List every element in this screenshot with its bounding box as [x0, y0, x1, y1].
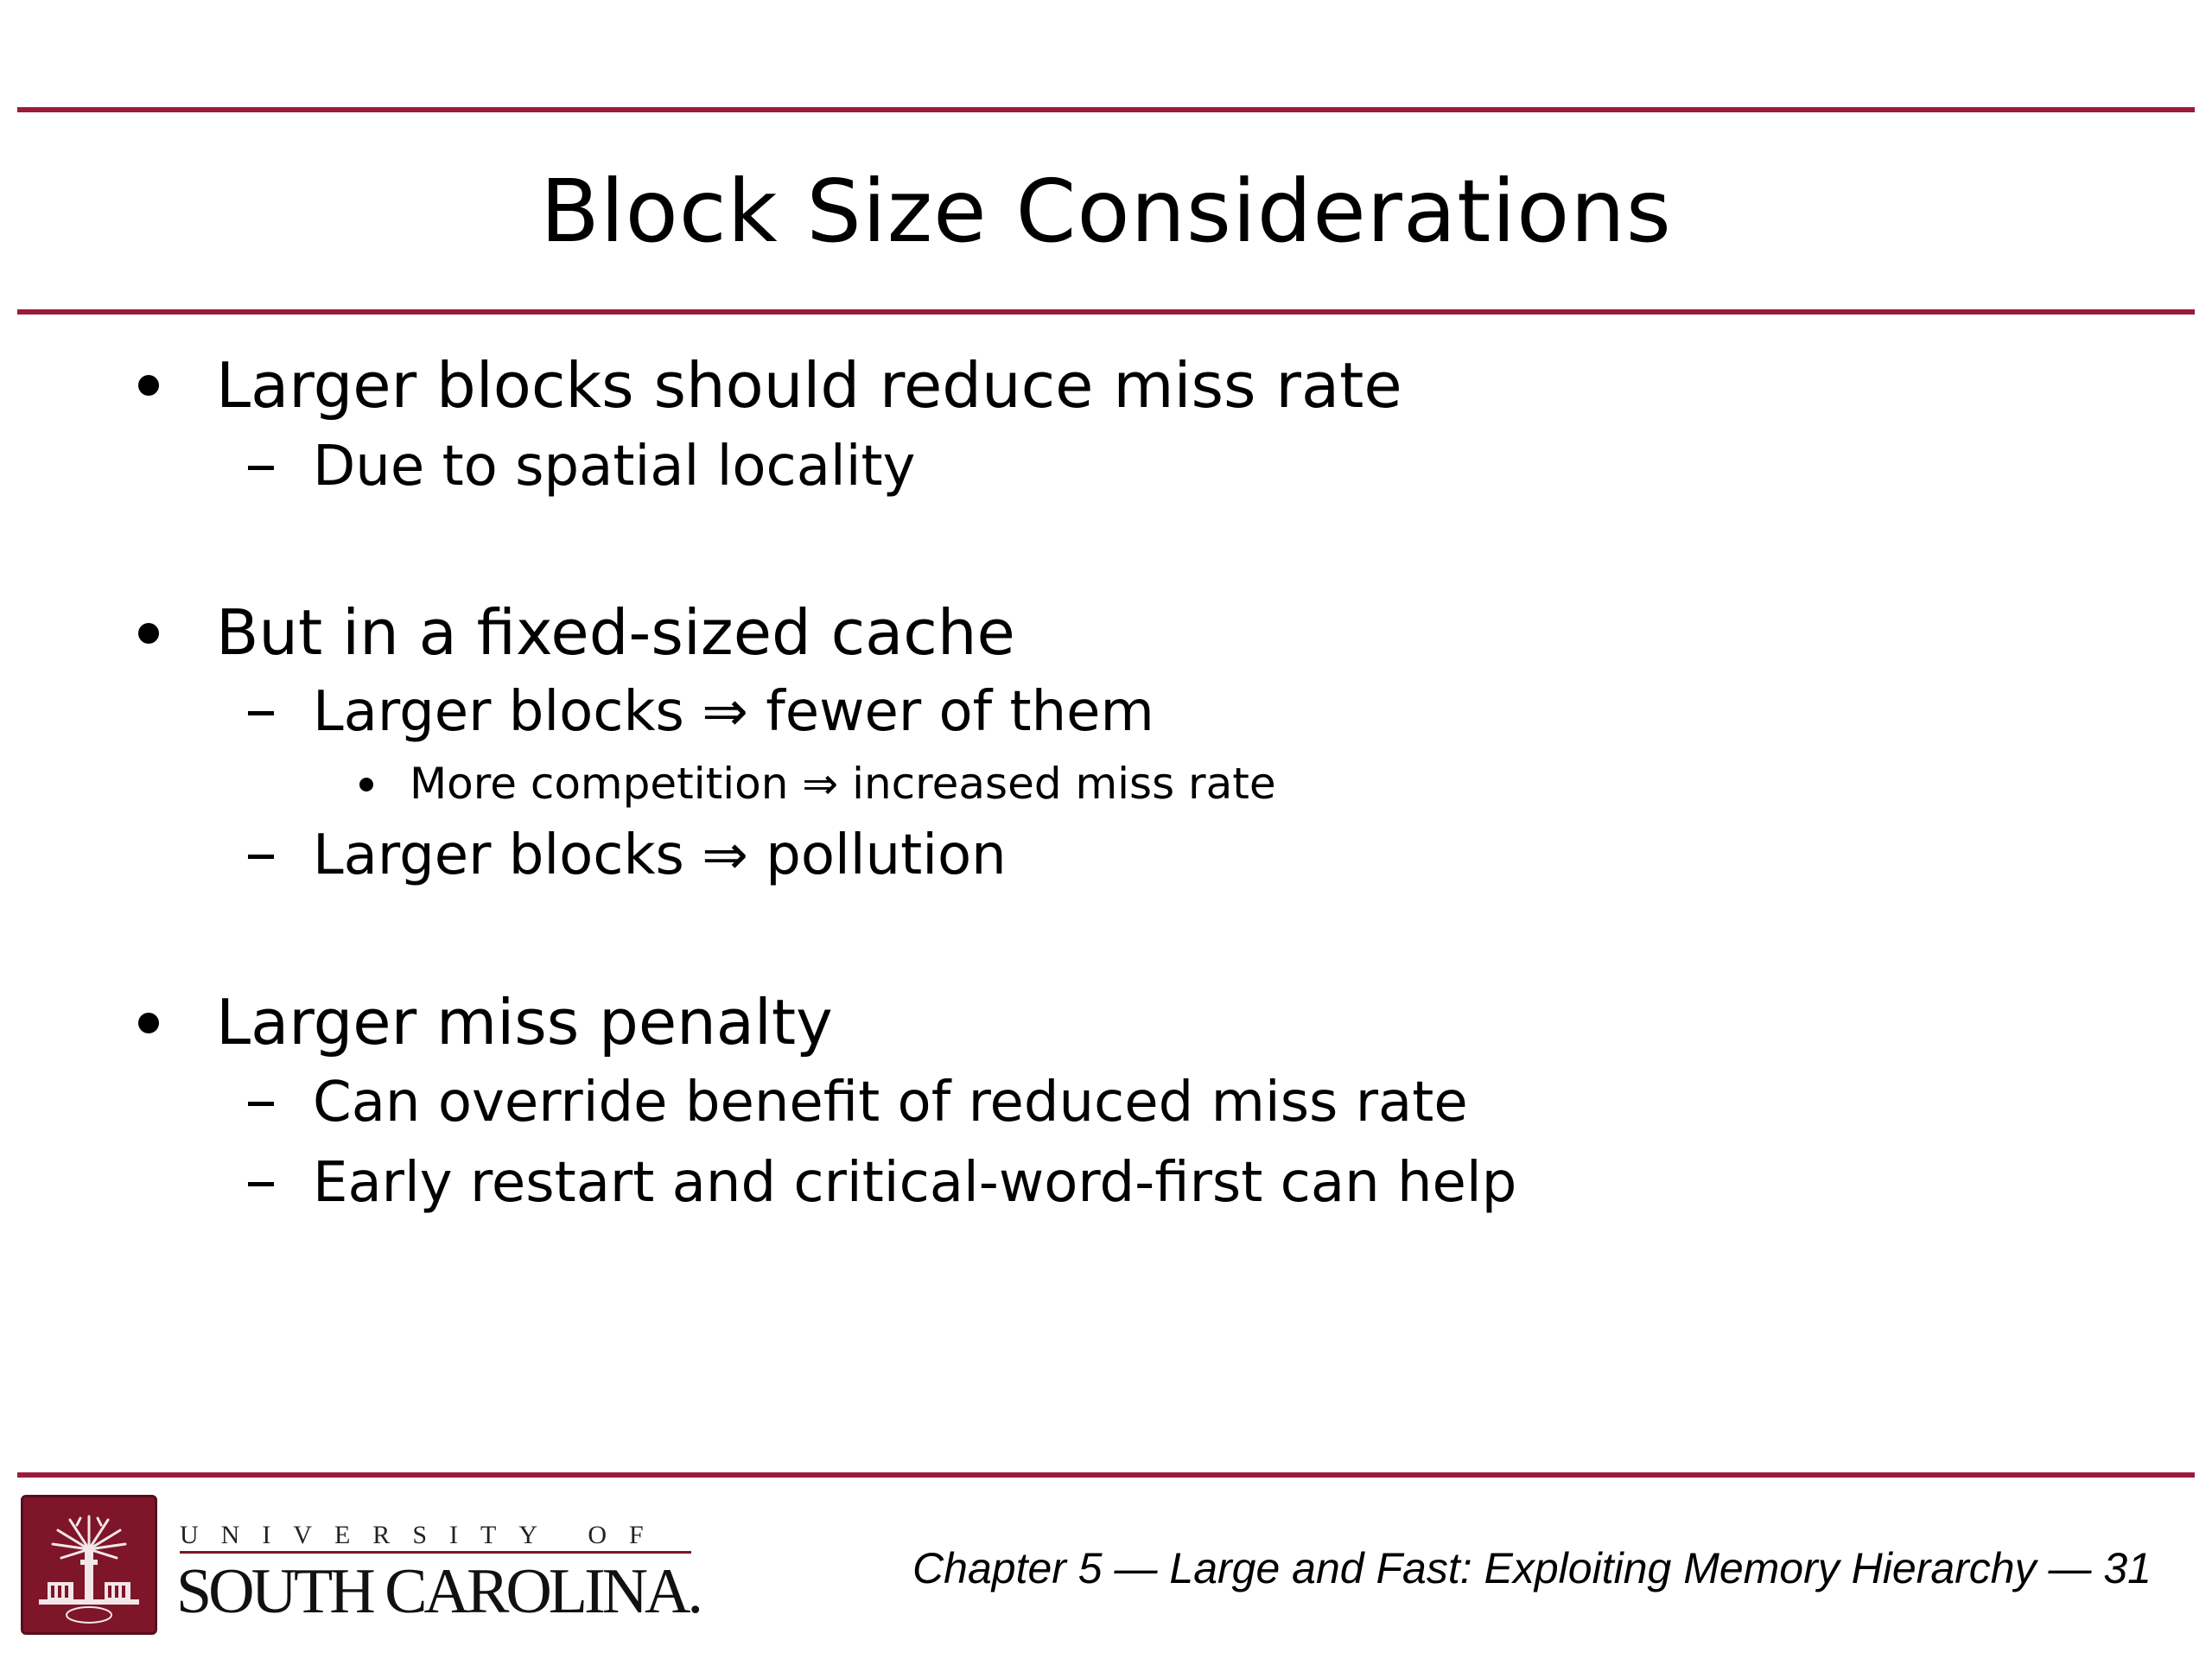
sub-bullet-dash	[248, 1182, 274, 1186]
bullet-3: Larger miss penalty	[216, 986, 833, 1058]
bullet-2-sub-2: Larger blocks ⇒ pollution	[313, 823, 1007, 887]
bullet-3-sub-2: Early restart and critical-word-first can help	[313, 1151, 1517, 1215]
footer-rule	[17, 1472, 2195, 1478]
bullet-2-sub-1: Larger blocks ⇒ fewer of them	[313, 680, 1154, 744]
bullet-1: Larger blocks should reduce miss rate	[216, 349, 1402, 422]
palmetto-tree-icon	[23, 1497, 155, 1632]
sub-bullet-dash	[248, 855, 274, 859]
slide-title: Block Size Considerations	[540, 161, 1672, 262]
logo-wordmark-rule	[180, 1551, 691, 1554]
sub-bullet-dash	[248, 466, 274, 470]
bullet-dot	[138, 1013, 159, 1033]
bullet-dot	[138, 375, 159, 396]
sub-sub-bullet-dot	[359, 778, 373, 791]
logo-wordmark-top: UNIVERSITY OF	[180, 1521, 666, 1549]
bullet-dot	[138, 623, 159, 644]
bullet-2: But in a fixed-sized cache	[216, 596, 1015, 669]
bullet-1-sub-1: Due to spatial locality	[313, 435, 916, 499]
sub-bullet-dash	[248, 1102, 274, 1106]
university-seal-logo	[21, 1495, 157, 1635]
sub-bullet-dash	[248, 711, 274, 715]
logo-wordmark-bottom: SOUTH CAROLINA.	[176, 1556, 700, 1627]
bullet-2-sub-1-sub-1: More competition ⇒ increased miss rate	[410, 759, 1276, 809]
footer-caption: Chapter 5 — Large and Fast: Exploiting Memory Hierarchy — 31	[912, 1544, 2152, 1592]
bullet-3-sub-1: Can override benefit of reduced miss rate	[313, 1071, 1468, 1135]
